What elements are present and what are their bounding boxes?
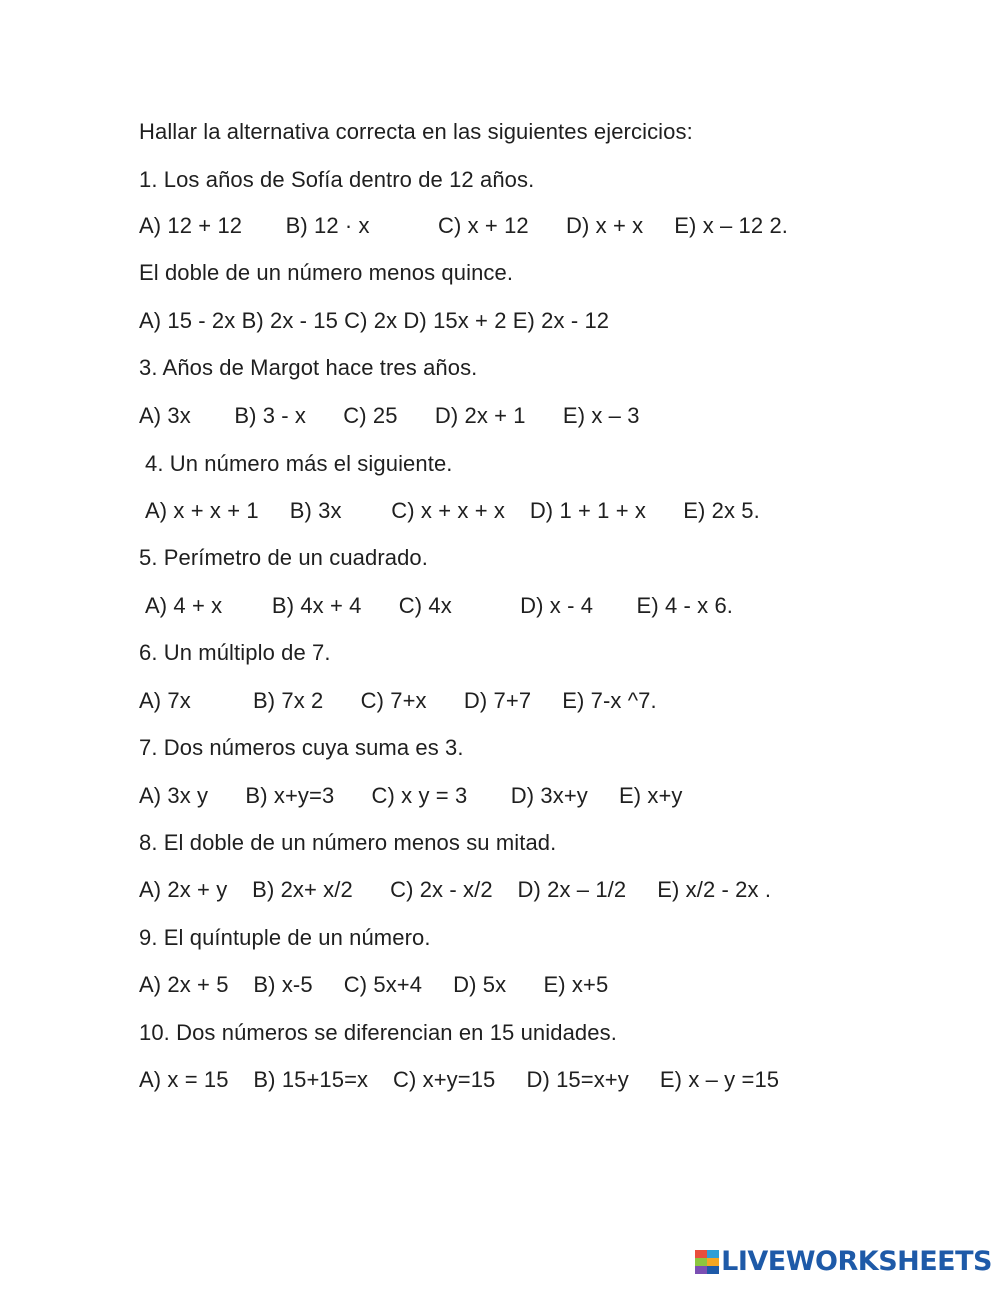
- question-5: 5. Perímetro de un cuadrado.: [139, 545, 428, 570]
- question-10-options: A) x = 15 B) 15+15=x C) x+y=15 D) 15=x+y E) x – y =15: [139, 1067, 780, 1092]
- question-3: 3. Años de Margot hace tres años.: [139, 355, 478, 380]
- instruction-text: Hallar la alternativa correcta en las siguientes ejercicios:: [139, 119, 693, 144]
- question-9: 9. El quíntuple de un número.: [139, 925, 431, 950]
- question-2: El doble de un número menos quince.: [139, 260, 514, 285]
- logo-tile: [707, 1250, 719, 1258]
- question-1: 1. Los años de Sofía dentro de 12 años.: [139, 167, 535, 192]
- logo-tile: [695, 1250, 707, 1258]
- question-8: 8. El doble de un número menos su mitad.: [139, 830, 557, 855]
- question-6-options: A) 7x B) 7x 2 C) 7+x D) 7+7 E) 7-x ^7.: [139, 688, 657, 713]
- liveworksheets-logo-icon: [695, 1250, 719, 1274]
- logo-tile: [695, 1266, 707, 1274]
- logo-tile: [707, 1258, 719, 1266]
- question-4-options: A) x + x + 1 B) 3x C) x + x + x D) 1 + 1 + x E) 2x 5.: [145, 498, 760, 523]
- question-7: 7. Dos números cuya suma es 3.: [139, 735, 464, 760]
- question-1-options: A) 12 + 12 B) 12 · x C) x + 12 D) x + x E) x – 12 2.: [139, 213, 788, 238]
- question-8-options: A) 2x + y B) 2x+ x/2 C) 2x - x/2 D) 2x – 1/2 E) x/2 - 2x .: [139, 877, 772, 902]
- question-2-options: A) 15 - 2x B) 2x - 15 C) 2x D) 15x + 2 E) 2x - 12: [139, 308, 610, 333]
- logo-tile: [695, 1258, 707, 1266]
- question-4: 4. Un número más el siguiente.: [145, 451, 453, 476]
- question-9-options: A) 2x + 5 B) x-5 C) 5x+4 D) 5x E) x+5: [139, 972, 609, 997]
- brand-name: LIVEWORKSHEETS: [721, 1246, 992, 1277]
- question-10: 10. Dos números se diferencian en 15 unidades.: [139, 1020, 617, 1045]
- brand-logo[interactable]: [695, 1247, 992, 1277]
- question-7-options: A) 3x y B) x+y=3 C) x y = 3 D) 3x+y E) x+y: [139, 783, 683, 808]
- question-5-options: A) 4 + x B) 4x + 4 C) 4x D) x - 4 E) 4 - x 6.: [145, 593, 734, 618]
- question-6: 6. Un múltiplo de 7.: [139, 640, 331, 665]
- logo-tile: [707, 1266, 719, 1274]
- question-3-options: A) 3x B) 3 - x C) 25 D) 2x + 1 E) x – 3: [139, 403, 640, 428]
